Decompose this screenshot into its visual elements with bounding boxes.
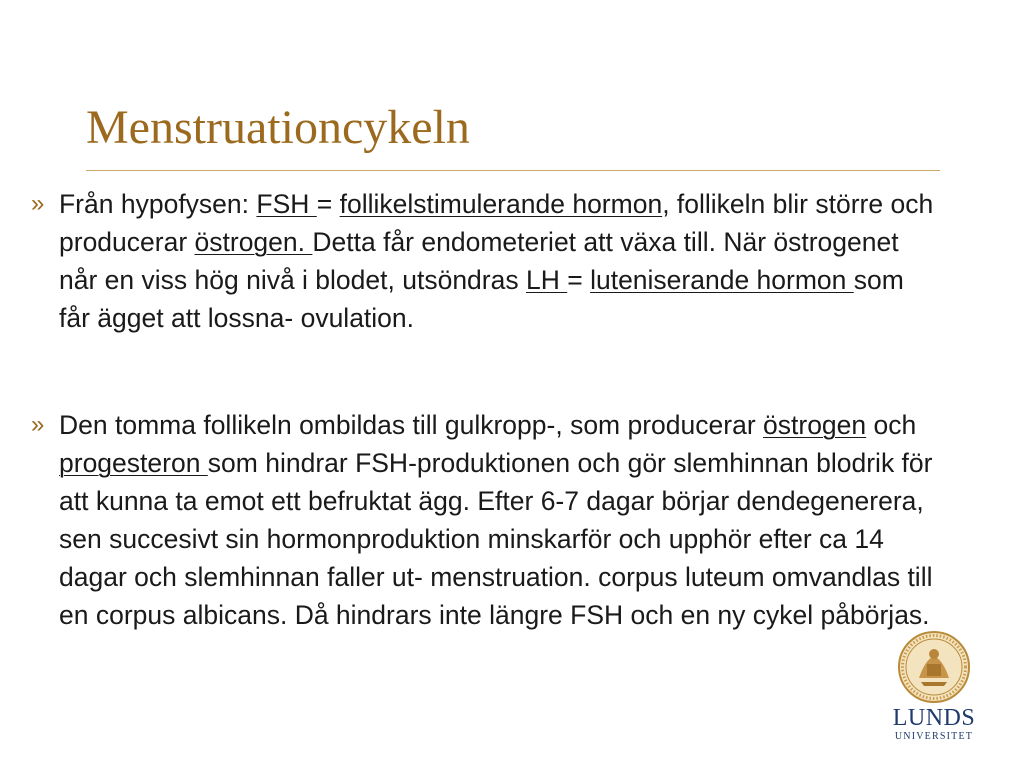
bullet-text: , follikeln blir större och producerar	[59, 189, 934, 257]
underlined-term: östrogen.	[194, 227, 313, 257]
bullet-text: och	[866, 410, 917, 440]
bullet-item-1	[31, 185, 939, 337]
underlined-term: LH	[525, 265, 568, 295]
slide-title: Menstruationcykeln	[86, 101, 470, 154]
logo-name: LUNDS	[892, 705, 976, 731]
logo-subtitle: UNIVERSITET	[894, 731, 974, 742]
university-seal-icon	[897, 630, 971, 704]
bullet-marker: »	[31, 411, 45, 438]
bullet-text: som hindrar FSH-produktionen och gör slemhinnan blodrik för att kunna ta emot ett befruktat ägg. Efter 6-7 dagar börjar dendegenerera, sen succesivt sin hormonproduktion minskarför och upphör efter ca 14 dagar och slemhinnan faller ut- menstruation. corpus luteum omvandlas till en corpus albicans. Då hindrars inte längre FSH och en ny cykel påbörjas.	[59, 448, 933, 630]
underlined-term: luteniserande hormon	[590, 265, 854, 295]
bullet-text: =	[567, 265, 591, 295]
bullet-item-2	[31, 406, 939, 634]
bullet-text: som får ägget att lossna- ovulation.	[59, 265, 904, 333]
underlined-term: progesteron	[59, 448, 208, 478]
bullet-text: Från hypofysen:	[59, 189, 257, 219]
title-divider	[86, 170, 940, 171]
bullet-marker: »	[31, 190, 45, 217]
bullet-text: Den tomma follikeln ombildas till gulkropp-, som producerar	[59, 410, 764, 440]
underlined-term: follikelstimulerande hormon	[339, 189, 663, 219]
underlined-term: FSH	[256, 189, 317, 219]
underlined-term: östrogen	[763, 410, 867, 440]
lund-university-logo	[884, 630, 984, 750]
bullet-text: =	[316, 189, 340, 219]
bullet-text: Detta får endometeriet att växa till. När östrogenet når en viss hög nivå i blodet, utsöndras	[59, 227, 899, 295]
